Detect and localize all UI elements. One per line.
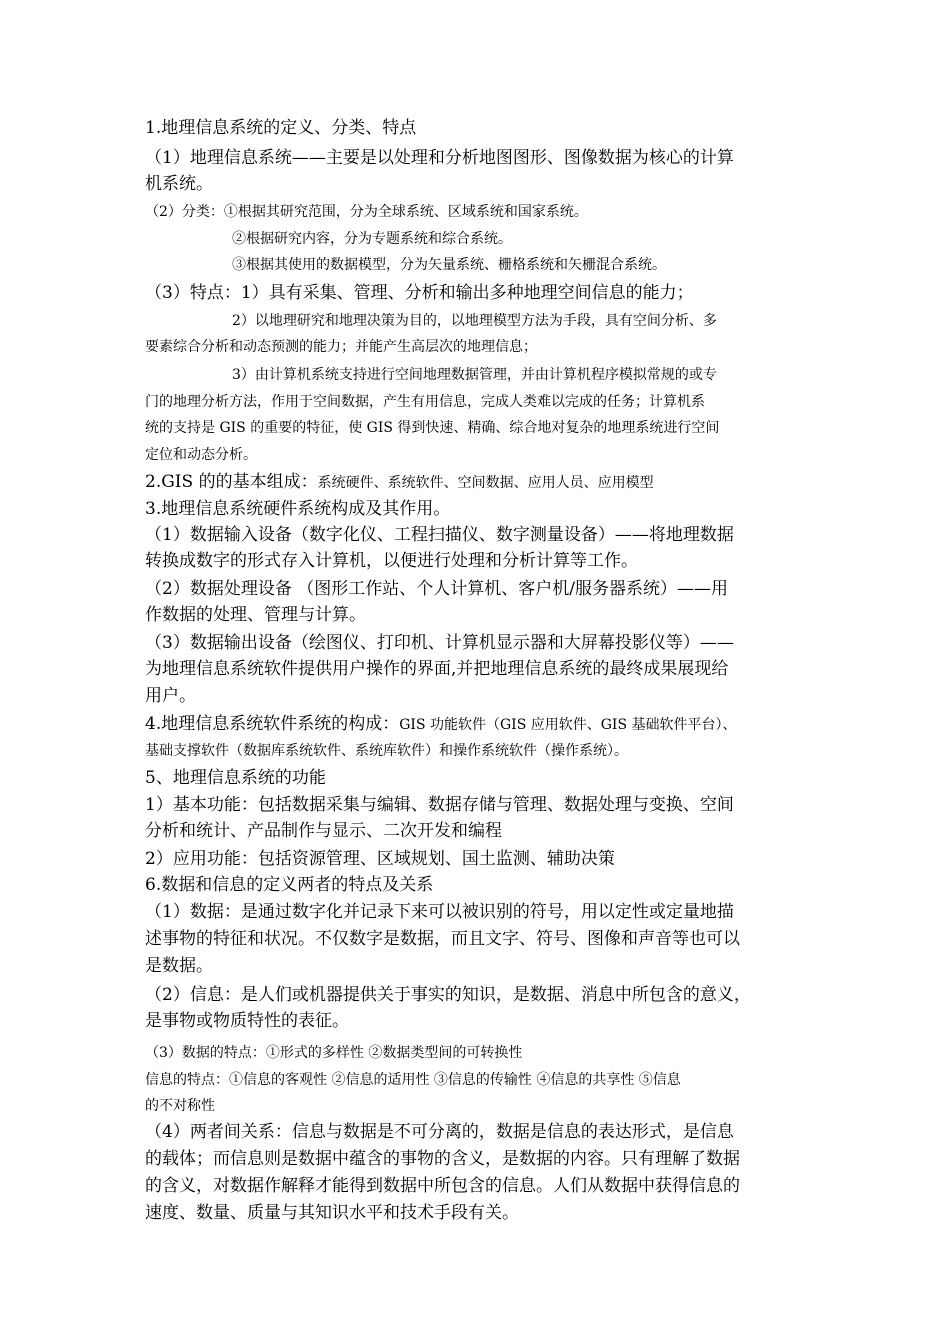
heading-2-detail: 系统硬件、系统软件、空间数据、应用人员、应用模型: [317, 475, 654, 491]
heading-6: 6.数据和信息的定义两者的特点及关系: [145, 875, 434, 895]
paragraph-line: 述事物的特征和状况。不仅数字是数据，而且文字、符号、图像和声音等也可以: [145, 929, 740, 949]
paragraph-line: （4）两者间关系：信息与数据是不可分离的，数据是信息的表达形式，是信息: [145, 1122, 734, 1142]
paragraph-line: 是数据。: [145, 956, 213, 976]
heading-5: 5、地理信息系统的功能: [145, 768, 326, 788]
paragraph-line: （3）特点：1）具有采集、管理、分析和输出多种地理空间信息的能力；: [145, 283, 694, 303]
heading-2-title: 2.GIS 的的基本组成：: [145, 472, 318, 492]
paragraph-line: （2）数据处理设备 （图形工作站、个人计算机、客户机/服务器系统）——用: [145, 579, 728, 599]
heading-4-detail: GIS 功能软件（GIS 应用软件、GIS 基础软件平台）、: [399, 717, 737, 733]
paragraph-line: 门的地理分析方法，作用于空间数据，产生有用信息，完成人类难以完成的任务；计算机系: [145, 394, 705, 410]
paragraph-line: 的不对称性: [145, 1098, 215, 1114]
paragraph-line: 分析和统计、产品制作与显示、二次开发和编程: [145, 821, 502, 841]
paragraph-line: （2）分类：①根据其研究范围，分为全球系统、区域系统和国家系统。: [145, 204, 588, 220]
paragraph-line: 2）应用功能：包括资源管理、区域规划、国土监测、辅助决策: [145, 849, 615, 869]
paragraph-line: 3）由计算机系统支持进行空间地理数据管理，并由计算机程序模拟常规的或专: [232, 367, 717, 383]
paragraph-line: （3）数据的特点：①形式的多样性 ②数据类型间的可转换性: [145, 1045, 523, 1061]
paragraph-line: 转换成数字的形式存入计算机，以便进行处理和分析计算等工作。: [145, 551, 638, 571]
heading-3: 3.地理信息系统硬件系统构成及其作用。: [145, 499, 451, 519]
paragraph-line: （1）地理信息系统——主要是以处理和分析地图图形、图像数据为核心的计算: [145, 148, 734, 168]
paragraph-line: ②根据研究内容，分为专题系统和综合系统。: [232, 231, 512, 247]
heading-4: [145, 716, 815, 733]
paragraph-line: 定位和动态分析。: [145, 447, 257, 463]
paragraph-line: 1）基本功能：包括数据采集与编辑、数据存储与管理、数据处理与变换、空间: [145, 795, 734, 815]
paragraph-line: 信息的特点：①信息的客观性 ②信息的适用性 ③信息的传输性 ④信息的共享性 ⑤信息: [145, 1072, 681, 1088]
paragraph-line: 2）以地理研究和地理决策为目的，以地理模型方法为手段，具有空间分析、多: [232, 313, 717, 329]
paragraph-line: （3）数据输出设备（绘图仪、打印机、计算机显示器和大屏幕投影仪等）——: [145, 633, 734, 653]
paragraph-line: （2）信息：是人们或机器提供关于事实的知识，是数据、消息中所包含的意义，: [145, 985, 751, 1005]
paragraph-line: 用户。: [145, 686, 196, 706]
paragraph-line: 为地理信息系统软件提供用户操作的界面,并把地理信息系统的最终成果展现给: [145, 659, 729, 679]
paragraph-line: ③根据其使用的数据模型，分为矢量系统、栅格系统和矢栅混合系统。: [232, 257, 666, 273]
paragraph-line: 的含义，对数据作解释才能得到数据中所包含的信息。人们从数据中获得信息的: [145, 1176, 740, 1196]
paragraph-line: 基础支撑软件（数据库系统软件、系统库软件）和操作系统软件（操作系统）。: [145, 743, 628, 759]
heading-1: 1.地理信息系统的定义、分类、特点: [145, 118, 417, 138]
paragraph-line: 要素综合分析和动态预测的能力；并能产生高层次的地理信息；: [145, 339, 537, 355]
heading-2: [145, 474, 815, 491]
paragraph-line: 速度、数量、质量与其知识水平和技术手段有关。: [145, 1203, 519, 1223]
paragraph-line: （1）数据：是通过数字化并记录下来可以被识别的符号，用以定性或定量地描: [145, 902, 734, 922]
paragraph-line: 是事物或物质特性的表征。: [145, 1011, 349, 1031]
heading-4-title: 4.地理信息系统软件系统的构成：: [145, 714, 400, 734]
paragraph-line: 的载体；而信息则是数据中蕴含的事物的含义，是数据的内容。只有理解了数据: [145, 1149, 740, 1169]
paragraph-line: 机系统。: [145, 174, 213, 194]
paragraph-line: （1）数据输入设备（数字化仪、工程扫描仪、数字测量设备）——将地理数据: [145, 525, 734, 545]
paragraph-line: 作数据的处理、管理与计算。: [145, 605, 366, 625]
paragraph-line: 统的支持是 GIS 的重要的特征，使 GIS 得到快速、精确、综合地对复杂的地理系统进行空间: [145, 420, 720, 436]
